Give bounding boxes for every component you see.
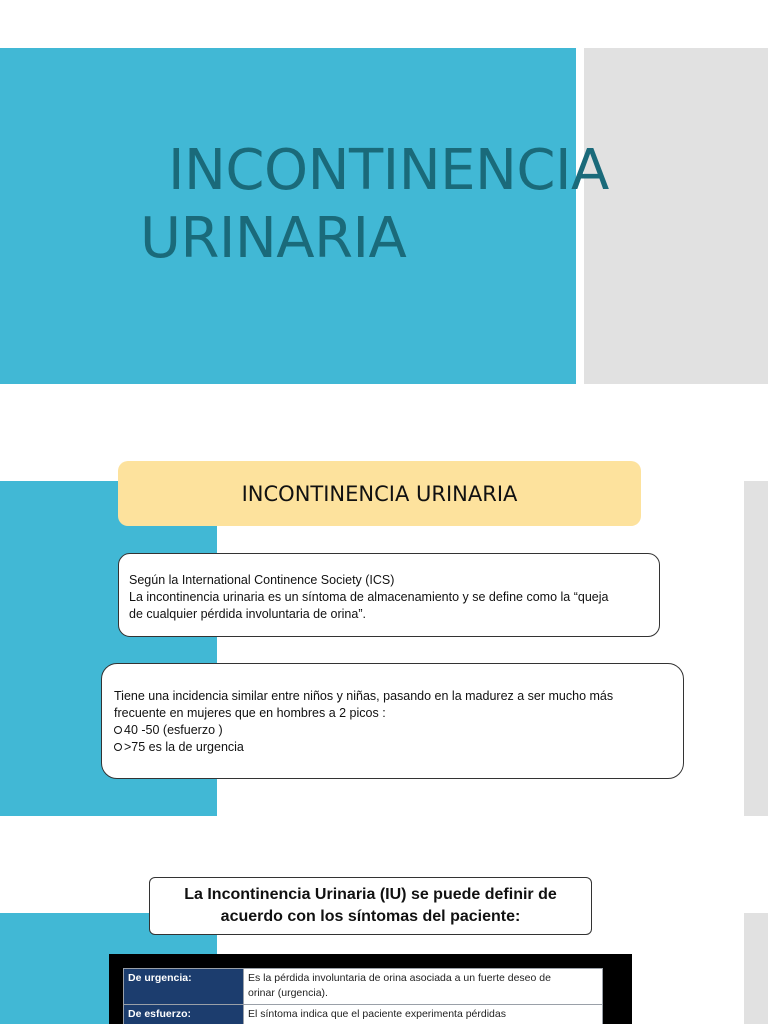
- incontinence-types-table: [123, 968, 603, 1024]
- incidence-line: Tiene una incidencia similar entre niños y niñas, pasando en la madurez a ser mucho más: [114, 689, 614, 703]
- incidence-bullet-item: [114, 722, 671, 739]
- table-row: [124, 1005, 603, 1024]
- incidence-bullet-text: >75 es la de urgencia: [124, 740, 244, 754]
- table-cell-type: De urgencia:: [124, 969, 244, 1005]
- slide2-header: INCONTINENCIA URINARIA: [118, 461, 641, 526]
- incidence-box: [101, 663, 684, 779]
- incidence-bullet-item: [114, 739, 671, 756]
- slide1-title-line2: URINARIA: [140, 206, 407, 271]
- slide3-header-line: La Incontinencia Urinaria (IU) se puede definir de: [184, 886, 557, 903]
- table-cell-description: [244, 969, 603, 1005]
- table-cell-description-line: orinar (urgencia).: [248, 987, 328, 999]
- slide1-gray-panel: [584, 48, 768, 384]
- ics-definition-line: de cualquier pérdida involuntaria de orina”.: [129, 607, 366, 621]
- slide3-header: [149, 877, 592, 935]
- slide1-title-line1: INCONTINENCIA: [168, 138, 609, 203]
- incidence-bullet-text: 40 -50 (esfuerzo ): [124, 723, 223, 737]
- slide1-teal-panel: [0, 48, 576, 384]
- table-cell-type: De esfuerzo:: [124, 1005, 244, 1024]
- slide2-gray-panel: [744, 481, 768, 816]
- slide3-header-line: acuerdo con los síntomas del paciente:: [220, 908, 521, 925]
- incontinence-types-table-image: [109, 954, 632, 1024]
- ics-definition-line: Según la International Continence Society (ICS): [129, 573, 395, 587]
- slide3-gray-panel: [744, 913, 768, 1024]
- table-cell-description: [244, 1005, 603, 1024]
- table-row: [124, 969, 603, 1005]
- ics-definition-box: [118, 553, 660, 637]
- table-cell-description-line: El síntoma indica que el paciente experimenta pérdidas: [248, 1008, 506, 1020]
- circle-bullet-icon: [114, 726, 122, 734]
- table-cell-description-line: Es la pérdida involuntaria de orina asociada a un fuerte deseo de: [248, 972, 551, 984]
- ics-definition-line: La incontinencia urinaria es un síntoma de almacenamiento y se define como la “queja: [129, 590, 609, 604]
- circle-bullet-icon: [114, 743, 122, 751]
- incidence-line: frecuente en mujeres que en hombres a 2 picos :: [114, 706, 386, 720]
